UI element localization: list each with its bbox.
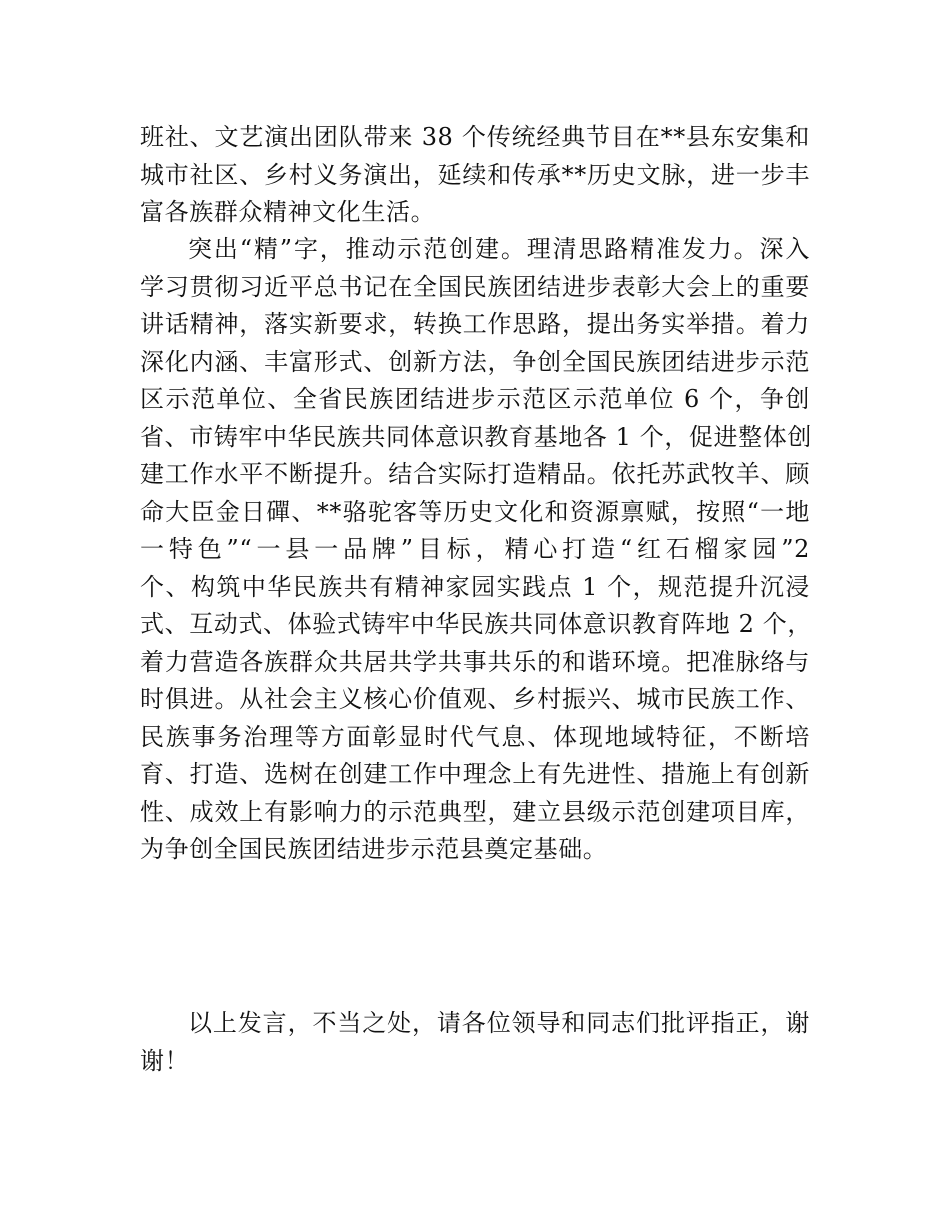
text-line: 班社、文艺演出团队带来 38 个传统经典节目在**县东安集和 <box>140 123 810 151</box>
text-line: 建工作水平不断提升。结合实际打造精品。依托苏武牧羊、顾 <box>140 460 810 488</box>
text-line: 性、成效上有影响力的示范典型，建立县级示范创建项目库， <box>140 797 810 826</box>
text-line: 富各族群众精神文化生活。 <box>140 198 436 226</box>
text-line: 着力营造各族群众共居共学共事共乐的和谐环境。把准脉络与 <box>140 647 810 676</box>
paragraph-1 <box>140 119 810 232</box>
text-line: 讲话精神，落实新要求，转换工作思路，提出务实举措。着力 <box>140 310 810 338</box>
text-line: 时俱进。从社会主义核心价值观、乡村振兴、城市民族工作、 <box>140 685 810 713</box>
text-line: 深化内涵、丰富形式、创新方法，争创全国民族团结进步示范 <box>140 347 810 376</box>
text-line: 育、打造、选树在创建工作中理念上有先进性、措施上有创新 <box>140 760 810 788</box>
text-line: 命大臣金日磾、**骆驼客等历史文化和资源禀赋，按照“一地 <box>140 497 810 526</box>
paragraph-2 <box>140 231 810 869</box>
text-line: 为争创全国民族团结进步示范县奠定基础。 <box>140 835 608 863</box>
text-line: 民族事务治理等方面彰显时代气息、体现地域特征，不断培 <box>140 722 810 751</box>
text-line: 学习贯彻习近平总书记在全国民族团结进步表彰大会上的重要 <box>140 272 810 301</box>
text-line: 以上发言，不当之处，请各位领导和同志们批评指正，谢 <box>188 1009 810 1037</box>
text-line: 一特色”“一县一品牌”目标，精心打造“红石榴家园”2 <box>140 535 810 563</box>
text-line: 谢！ <box>140 1046 190 1075</box>
text-line: 城市社区、乡村义务演出，延续和传承**历史文脉，进一步丰 <box>140 160 810 189</box>
text-line: 省、市铸牢中华民族共同体意识教育基地各 1 个，促进整体创 <box>140 422 812 451</box>
text-line: 突出“精”字，推动示范创建。理清思路精准发力。深入 <box>188 235 810 263</box>
text-line: 区示范单位、全省民族团结进步示范区示范单位 6 个，争创 <box>140 385 810 413</box>
text-line: 个、构筑中华民族共有精神家园实践点 1 个，规范提升沉浸 <box>140 572 810 601</box>
text-line: 式、互动式、体验式铸牢中华民族共同体意识教育阵地 2 个， <box>140 610 812 638</box>
paragraph-3 <box>140 1005 810 1080</box>
